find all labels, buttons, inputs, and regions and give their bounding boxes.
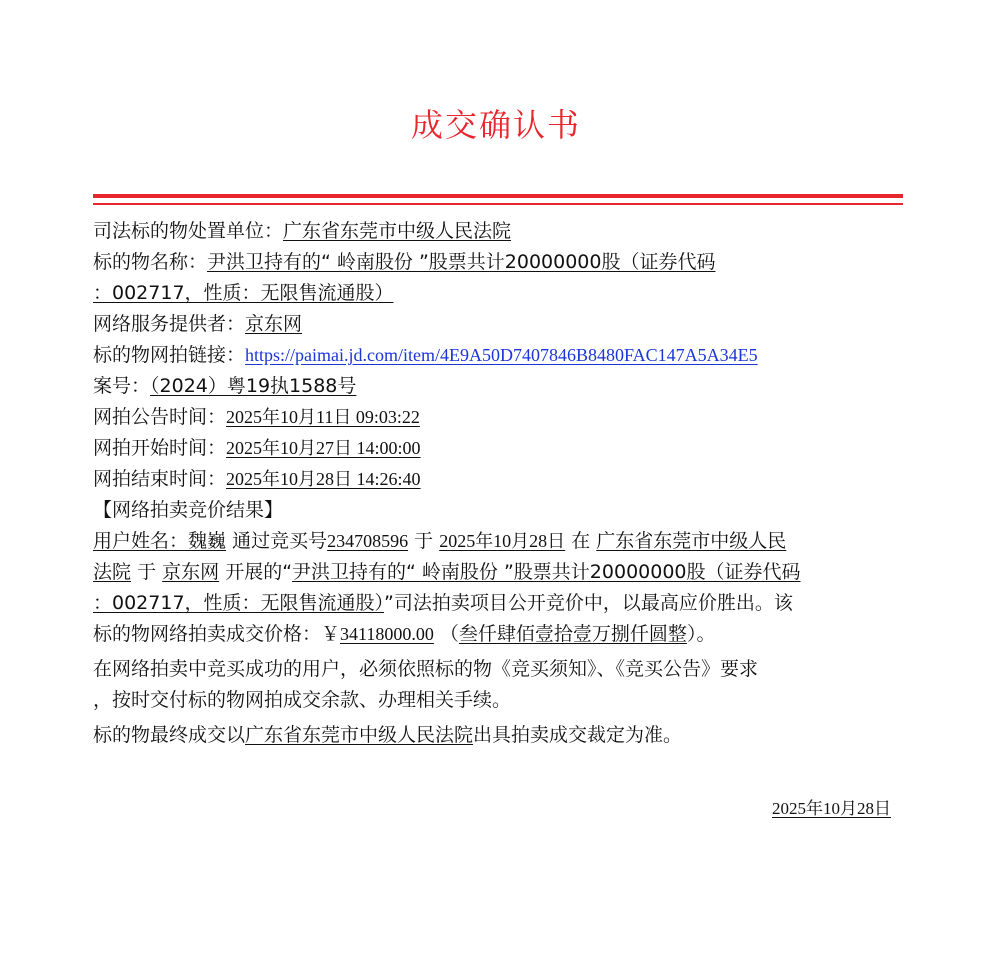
document-title: 成交确认书 — [410, 106, 581, 144]
result-bid-number: 234708596 — [327, 531, 409, 551]
object-name-row — [93, 247, 903, 278]
result-on: 于 — [414, 530, 434, 552]
sign-date: 2025年10月28日 — [772, 799, 891, 818]
object-name-value-line2: ：002717，性质：无限售流通股） — [93, 282, 394, 304]
result-heading: 【网络拍卖竞价结果】 — [93, 499, 284, 521]
case-row — [93, 371, 903, 402]
result-line-4 — [93, 619, 903, 650]
result-user: 用户姓名：魏巍 — [93, 530, 227, 552]
result-outcome: ”司法拍卖项目公开竞价中，以最高应价胜出。该 — [384, 592, 793, 614]
result-at: 在 — [571, 530, 591, 552]
provider-value: 京东网 — [245, 313, 303, 335]
case-label: 案号： — [93, 375, 151, 397]
link-row — [93, 340, 903, 371]
start-row — [93, 433, 903, 464]
document-body — [93, 216, 903, 751]
link-label: 标的物网拍链接： — [93, 344, 246, 366]
result-object-line2: ：002717，性质：无限售流通股） — [93, 592, 385, 614]
disposal-unit-value: 广东省东莞市中级人民法院 — [283, 220, 512, 242]
announce-label: 网拍公告时间： — [93, 406, 227, 428]
price-close: ）。 — [686, 623, 716, 645]
result-line-2 — [93, 557, 903, 588]
final-court: 广东省东莞市中级人民法院 — [245, 724, 474, 746]
announce-row — [93, 402, 903, 433]
result-platform: 京东网 — [162, 561, 220, 583]
notice-line-2: ，按时交付标的物网拍成交余款、办理相关手续。 — [93, 689, 512, 711]
header-rule-thin — [93, 203, 903, 205]
final-suffix: 出具拍卖成交裁定为准。 — [473, 724, 683, 746]
end-value: 2025年10月28日 14:26:40 — [226, 469, 421, 489]
header-rule-thick — [93, 194, 903, 198]
final-line — [93, 720, 903, 751]
object-name-value-line1: 尹洪卫持有的“ 岭南股份 ”股票共计20000000股（证券代码 — [207, 251, 716, 273]
result-in: 于 — [137, 561, 157, 583]
end-row — [93, 464, 903, 495]
object-name-label: 标的物名称： — [93, 251, 208, 273]
result-court-part1: 广东省东莞市中级人民 — [596, 530, 787, 552]
result-object-line1: 尹洪卫持有的“ 岭南股份 ”股票共计20000000股（证券代码 — [292, 561, 801, 583]
result-via: 通过竞买号 — [232, 530, 328, 552]
auction-link[interactable]: https://paimai.jd.com/item/4E9A50D7407846B8480FAC147A5A34E5 — [245, 345, 758, 365]
provider-label: 网络服务提供者： — [93, 313, 246, 335]
price-open: （ — [439, 623, 459, 645]
price-words: 叁仟肆佰壹拾壹万捌仟圆整 — [458, 623, 687, 645]
case-value: （2024）粤19执1588号 — [150, 375, 357, 397]
result-date: 2025年10月28日 — [439, 531, 566, 551]
provider-row — [93, 309, 903, 340]
disposal-unit-row — [93, 216, 903, 247]
start-label: 网拍开始时间： — [93, 437, 227, 459]
result-court-part2: 法院 — [93, 561, 132, 583]
result-line-1 — [93, 526, 903, 557]
end-label: 网拍结束时间： — [93, 468, 227, 490]
result-line-3 — [93, 588, 903, 619]
start-value: 2025年10月27日 14:00:00 — [226, 438, 421, 458]
price-label: 标的物网络拍卖成交价格：￥ — [93, 623, 341, 645]
result-held: 开展的“ — [225, 561, 293, 583]
announce-value: 2025年10月11日 09:03:22 — [226, 407, 420, 427]
price-value: 34118000.00 — [340, 624, 434, 644]
final-prefix: 标的物最终成交以 — [93, 724, 246, 746]
notice-line-1: 在网络拍卖中竞买成功的用户，必须依照标的物《竞买须知》、《竞买公告》要求 — [93, 658, 759, 680]
object-name-row-cont — [93, 278, 903, 309]
disposal-unit-label: 司法标的物处置单位： — [93, 220, 284, 242]
